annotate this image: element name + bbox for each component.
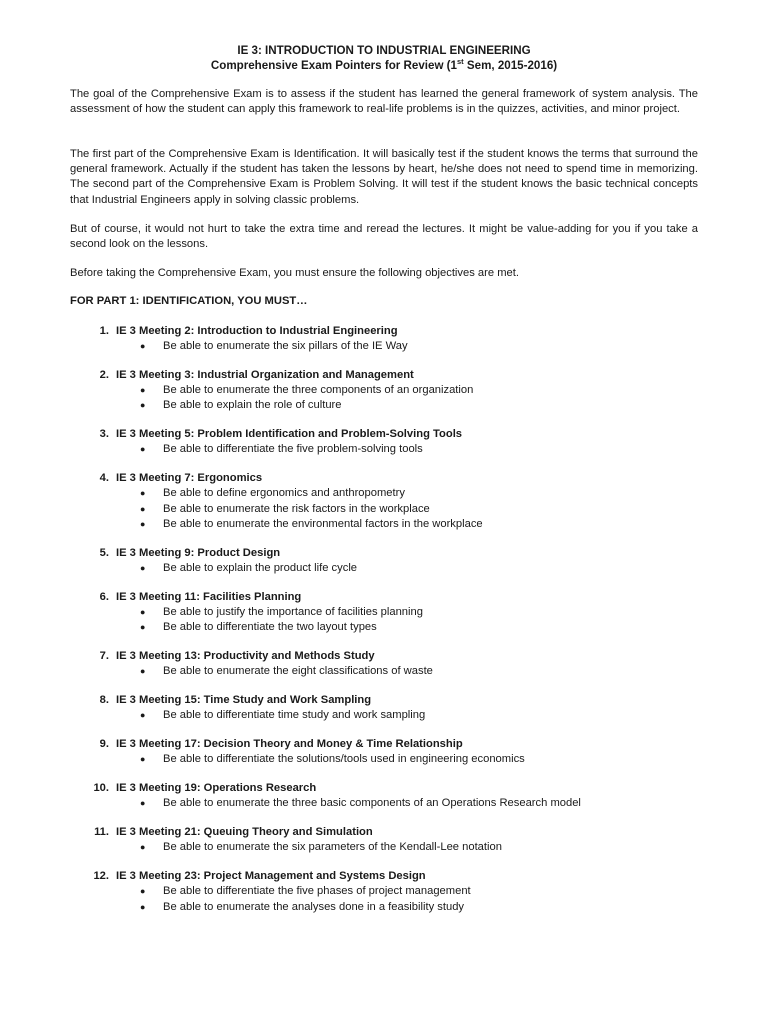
bullet-text: Be able to enumerate the eight classifications of waste: [163, 665, 433, 678]
document-subtitle: [0, 58, 768, 74]
bullet-dot-icon: ●: [140, 901, 146, 912]
bullet-text: Be able to enumerate the analyses done in a feasibility study: [163, 900, 465, 913]
item-title: IE 3 Meeting 21: Queuing Theory and Simulation: [116, 826, 373, 839]
intro-paragraph-objectives: Before taking the Comprehensive Exam, you must ensure the following objectives are met.: [70, 267, 519, 279]
item-heading: [0, 693, 768, 708]
bullet-text: Be able to enumerate the six pillars of the IE Way: [163, 340, 408, 352]
item-heading: [0, 324, 768, 339]
item-number: 10.: [93, 782, 109, 795]
bullet-text: Be able to define ergonomics and anthropometry: [163, 487, 405, 500]
item-heading: [0, 427, 768, 442]
item-number: 7.: [99, 650, 109, 663]
bullet-text: Be able to differentiate the two layout types: [163, 621, 377, 634]
list-item: [0, 869, 768, 915]
bullet-text: Be able to differentiate the solutions/tools used in engineering economics: [163, 753, 525, 766]
subtitle-superscript: st: [457, 57, 464, 67]
bullet-dot-icon: ●: [140, 488, 146, 499]
bullet-dot-icon: ●: [140, 503, 146, 514]
bullet-dot-icon: ●: [140, 842, 146, 853]
bullet-dot-icon: ●: [140, 666, 146, 677]
item-title: IE 3 Meeting 2: Introduction to Industrial Engineering: [116, 325, 398, 337]
bullet-list: [0, 383, 768, 414]
item-number: 8.: [99, 694, 109, 707]
item-heading: [0, 471, 768, 486]
item-number: 12.: [93, 870, 109, 883]
bullet-item: [0, 884, 768, 899]
bullet-dot-icon: ●: [140, 444, 146, 455]
item-number: 1.: [99, 325, 109, 337]
item-title: IE 3 Meeting 19: Operations Research: [116, 782, 317, 795]
bullet-text: Be able to justify the importance of facilities planning: [163, 606, 423, 619]
bullet-list: [0, 752, 768, 767]
part1-heading: FOR PART 1: IDENTIFICATION, YOU MUST…: [70, 295, 308, 307]
item-title: IE 3 Meeting 17: Decision Theory and Money & Time Relationship: [116, 738, 463, 751]
item-number: 6.: [99, 591, 109, 604]
bullet-list: [0, 442, 768, 457]
bullet-item: [0, 383, 768, 398]
bullet-item: [0, 517, 768, 532]
document-title: IE 3: INTRODUCTION TO INDUSTRIAL ENGINEERING: [237, 44, 531, 57]
document-header: [0, 44, 768, 74]
bullet-text: Be able to differentiate the five phases of project management: [163, 885, 471, 898]
list-item: [0, 590, 768, 636]
bullet-item: [0, 900, 768, 915]
item-heading: [0, 869, 768, 884]
bullet-item: [0, 708, 768, 723]
bullet-item: [0, 605, 768, 620]
bullet-item: [0, 442, 768, 457]
bullet-list: [0, 561, 768, 576]
bullet-list: [0, 708, 768, 723]
bullet-item: [0, 840, 768, 855]
item-number: 9.: [99, 738, 109, 751]
bullet-dot-icon: ●: [140, 607, 146, 618]
intro-paragraph-reread: But of course, it would not hurt to take the extra time and reread the lectures. It might be value-adding for you if you take a second look on the lessons.: [70, 223, 698, 251]
list-item: [0, 471, 768, 532]
item-heading: [0, 737, 768, 752]
bullet-text: Be able to differentiate time study and work sampling: [163, 709, 426, 722]
item-title: IE 3 Meeting 5: Problem Identification and Problem-Solving Tools: [116, 428, 463, 441]
bullet-item: [0, 620, 768, 635]
bullet-dot-icon: ●: [140, 400, 146, 411]
list-item: [0, 546, 768, 576]
bullet-item: [0, 398, 768, 413]
list-item: [0, 737, 768, 767]
bullet-text: Be able to differentiate the five problem-solving tools: [163, 443, 423, 456]
item-title: IE 3 Meeting 23: Project Management and Systems Design: [116, 870, 426, 883]
bullet-text: Be able to enumerate the three components of an organization: [163, 383, 474, 396]
item-title: IE 3 Meeting 3: Industrial Organization and Management: [116, 368, 414, 381]
bullet-dot-icon: ●: [140, 519, 146, 530]
bullet-text: Be able to enumerate the six parameters of the Kendall-Lee notation: [163, 841, 502, 854]
item-heading: [0, 368, 768, 383]
bullet-text: Be able to explain the product life cycle: [163, 562, 358, 575]
intro-paragraph-goal: The goal of the Comprehensive Exam is to assess if the student has learned the general framework of system analysis. The assessment of how the student can apply this framework to real-life problems is in the quizzes, activities, and minor project.: [70, 88, 698, 116]
bullet-list: [0, 339, 768, 354]
item-heading: [0, 781, 768, 796]
list-item: [0, 825, 768, 855]
bullet-dot-icon: ●: [140, 622, 146, 633]
bullet-dot-icon: ●: [140, 886, 146, 897]
intro-paragraph-parts: The first part of the Comprehensive Exam is Identification. It will basically test if the student knows the terms that surround the general framework. Actually if the student has taken the lessons by heart, he/she does not need to spend time in memorizing. The second part of the Comprehensive Exam is Problem Solving. It will test if the student knows the basic technical concepts that Industrial Engineers apply in solving classic problems.: [70, 148, 698, 206]
item-number: 4.: [99, 472, 109, 485]
item-number: 3.: [99, 428, 109, 441]
bullet-list: [0, 840, 768, 855]
bullet-dot-icon: ●: [140, 384, 146, 395]
bullet-item: [0, 664, 768, 679]
item-title: IE 3 Meeting 9: Product Design: [116, 547, 281, 560]
item-title: IE 3 Meeting 13: Productivity and Methods Study: [116, 650, 375, 663]
bullet-list: [0, 605, 768, 636]
bullet-text: Be able to enumerate the three basic components of an Operations Research model: [163, 797, 581, 810]
bullet-text: Be able to explain the role of culture: [163, 399, 342, 412]
bullet-list: [0, 796, 768, 811]
bullet-dot-icon: ●: [140, 341, 146, 351]
bullet-item: [0, 339, 768, 354]
list-item: [0, 649, 768, 679]
item-title: IE 3 Meeting 15: Time Study and Work Sampling: [116, 694, 372, 707]
bullet-item: [0, 502, 768, 517]
bullet-dot-icon: ●: [140, 710, 146, 721]
item-heading: [0, 546, 768, 561]
list-item: [0, 427, 768, 457]
list-item: [0, 781, 768, 811]
bullet-item: [0, 561, 768, 576]
list-item: [0, 693, 768, 723]
bullet-text: Be able to enumerate the risk factors in the workplace: [163, 502, 430, 515]
item-title: IE 3 Meeting 11: Facilities Planning: [116, 591, 302, 604]
bullet-item: [0, 486, 768, 501]
bullet-dot-icon: ●: [140, 563, 146, 574]
bullet-dot-icon: ●: [140, 754, 146, 765]
item-title: IE 3 Meeting 7: Ergonomics: [116, 472, 263, 485]
bullet-list: [0, 486, 768, 532]
subtitle-prefix: Comprehensive Exam Pointers for Review (1: [210, 59, 457, 72]
item-number: 11.: [94, 826, 109, 839]
item-heading: [0, 825, 768, 840]
bullet-item: [0, 752, 768, 767]
list-item: [0, 368, 768, 414]
bullet-dot-icon: ●: [140, 798, 146, 809]
bullet-item: [0, 796, 768, 811]
item-number: 5.: [99, 547, 109, 560]
item-heading: [0, 590, 768, 605]
list-item: [0, 324, 768, 354]
item-heading: [0, 649, 768, 664]
bullet-list: [0, 664, 768, 679]
bullet-text: Be able to enumerate the environmental factors in the workplace: [163, 518, 483, 531]
item-number: 2.: [99, 368, 109, 381]
bullet-list: [0, 884, 768, 915]
objectives-list: [0, 324, 768, 929]
subtitle-suffix: Sem, 2015-2016): [463, 59, 558, 72]
